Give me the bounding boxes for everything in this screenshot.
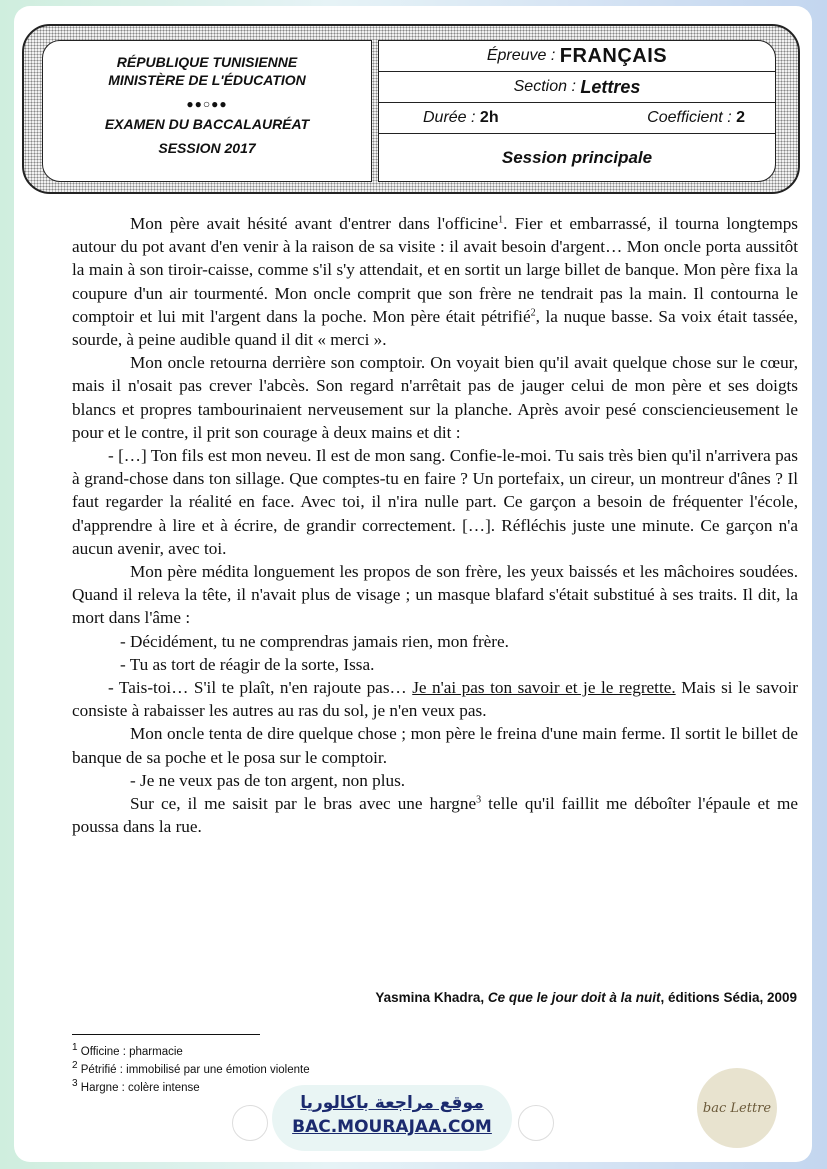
source-author: Yasmina Khadra, [375, 990, 488, 1005]
source-edition: , éditions Sédia, 2009 [660, 990, 797, 1005]
underlined-sentence: Je n'ai pas ton savoir et je le regrette. [412, 678, 676, 698]
paragraph-10 [72, 792, 798, 838]
section-row [379, 72, 775, 103]
watermark-banner[interactable] [272, 1085, 512, 1151]
p1-part-b: . Fier et embarrassé, il tourna longtemps autour du pot avant d'en venir à la raison de sa visite : il avait besoin d'argent… Mon oncle porta aussitôt la main à son tiroir-caisse, comme s'il s'y attendait, et en sortit un large billet de banque. Mon père fixa la coupure d'un air tourmenté. Mon oncle comprit que son frère ne tendrait pas la main. Il contourna le comptoir et lui mit l'argent dans la poche. Mon père était pétrifié [72, 214, 799, 326]
institution-box [42, 40, 372, 182]
coefficient-label: Coefficient : [647, 109, 732, 126]
footnote-2 [72, 1060, 310, 1076]
epreuve-value: FRANÇAIS [559, 44, 668, 67]
p1-part-c: , la nuque basse. Sa voix était tassée, sourde, à peine audible quand il dit « merci ». [72, 306, 798, 350]
section-label: Section : [513, 78, 576, 95]
p7-part-b: Mais si le savoir consiste à rabaisser les autres au ras du sol, je n'en veux pas. [72, 678, 799, 721]
footnote-3-text: Hargne : colère intense [77, 1082, 200, 1094]
republic-label: RÉPUBLIQUE TUNISIENNE [116, 54, 298, 70]
session-type: Session principale [501, 147, 653, 167]
paragraph-5: - Décidément, tu ne comprendras jamais rien, mon frère. [120, 631, 509, 651]
source-citation [375, 990, 797, 1005]
coefficient-value: 2 [736, 109, 745, 126]
footnote-ref-1: 1 [498, 214, 504, 226]
paragraph-6: - Tu as tort de réagir de la sorte, Issa. [120, 654, 375, 674]
site-logo-left-icon [232, 1105, 268, 1141]
paragraph-3: - […] Ton fils est mon neveu. Il est de mon sang. Confie-le-moi. Tu sais très bien qu'il n'arrivera pas à grand-chose dans ton sillage. Que comptes-tu en faire ? Un portefaix, un cireur, un montreur d'ânes ? Il faut regarder la réalité en face. Avec toi, il n'ira nulle part. Ce garçon a besoin de fréquenter l'école, d'apprendre à lire et à écrire, de grandir correctement. […]. Réfléchis juste une minute. Ce garçon n'a aucun avenir, avec toi. [72, 446, 798, 558]
footnote-1 [72, 1042, 183, 1058]
footnote-3-num: 3 [72, 1078, 78, 1090]
paragraph-1 [72, 212, 798, 351]
watermark-url[interactable]: BAC.MOURAJAA.COM [292, 1117, 492, 1137]
exam-info-box [378, 40, 776, 182]
passage [72, 212, 798, 838]
footnote-1-text: Officine : pharmacie [77, 1046, 183, 1058]
watermark-arabic: موقع مراجعة باكالوريا [300, 1093, 484, 1113]
duration-value: 2h [479, 109, 499, 126]
epreuve-label: Épreuve : [486, 47, 556, 64]
section-value: Lettres [580, 76, 641, 97]
footnote-2-text: Pétrifié : immobilisé par une émotion violente [77, 1064, 310, 1076]
p7-part-a: - Tais-toi… S'il te plaît, n'en rajoute pas… [108, 678, 413, 698]
coefficient [647, 109, 745, 127]
footnote-ref-2: 2 [530, 307, 536, 319]
exam-label: EXAMEN DU BACCALAURÉAT [104, 116, 310, 132]
footnote-3 [72, 1078, 200, 1094]
source-title: Ce que le jour doit à la nuit [487, 990, 661, 1005]
footnote-1-num: 1 [72, 1042, 78, 1054]
footnote-divider [72, 1034, 260, 1035]
session-year: SESSION 2017 [158, 140, 256, 156]
dots-ornament: ●●○●● [186, 97, 228, 111]
paragraph-4: Mon père médita longuement les propos de son frère, les yeux baissés et les mâchoires soudées. Quand il releva la tête, il n'avait plus de visage ; un masque blafard s'était substitué à ses traits. Il dit, la mort dans l'âme : [72, 562, 798, 628]
exam-header [22, 24, 800, 194]
paragraph-7 [72, 676, 798, 722]
paragraph-2: Mon oncle retourna derrière son comptoir. On voyait bien qu'il avait quelque chose sur le cœur, mais il n'osait pas crever l'abcès. Son regard n'arrêtait pas de jauger celui de mon père et ses doigts blancs et propres tambourinaient nerveusement sur la planche. Après avoir pesé consciencieusement le pour et le contre, il prit son courage à deux mains et dit : [72, 353, 798, 442]
paragraph-8: Mon oncle tenta de dire quelque chose ; mon père le freina d'une main ferme. Il sortit le billet de banque de sa poche et le posa sur le comptoir. [72, 724, 798, 767]
p10-part-a: Sur ce, il me saisit par le bras avec une hargne [130, 794, 477, 814]
epreuve-row [379, 41, 775, 72]
paragraph-9: - Je ne veux pas de ton argent, non plus. [130, 770, 406, 790]
footnote-2-num: 2 [72, 1060, 78, 1072]
duration-row [379, 103, 775, 134]
duration [423, 109, 499, 127]
duration-label: Durée : [423, 109, 476, 126]
p10-part-b: telle qu'il faillit me déboîter l'épaule et me poussa dans la rue. [72, 794, 798, 837]
footnote-ref-3: 3 [476, 794, 482, 806]
ministry-label: MINISTÈRE DE L'ÉDUCATION [108, 72, 306, 88]
bac-lettre-logo: bac Lettre [697, 1068, 777, 1148]
p1-part-a: Mon père avait hésité avant d'entrer dans l'officine [130, 214, 499, 233]
site-logo-right-icon [518, 1105, 554, 1141]
